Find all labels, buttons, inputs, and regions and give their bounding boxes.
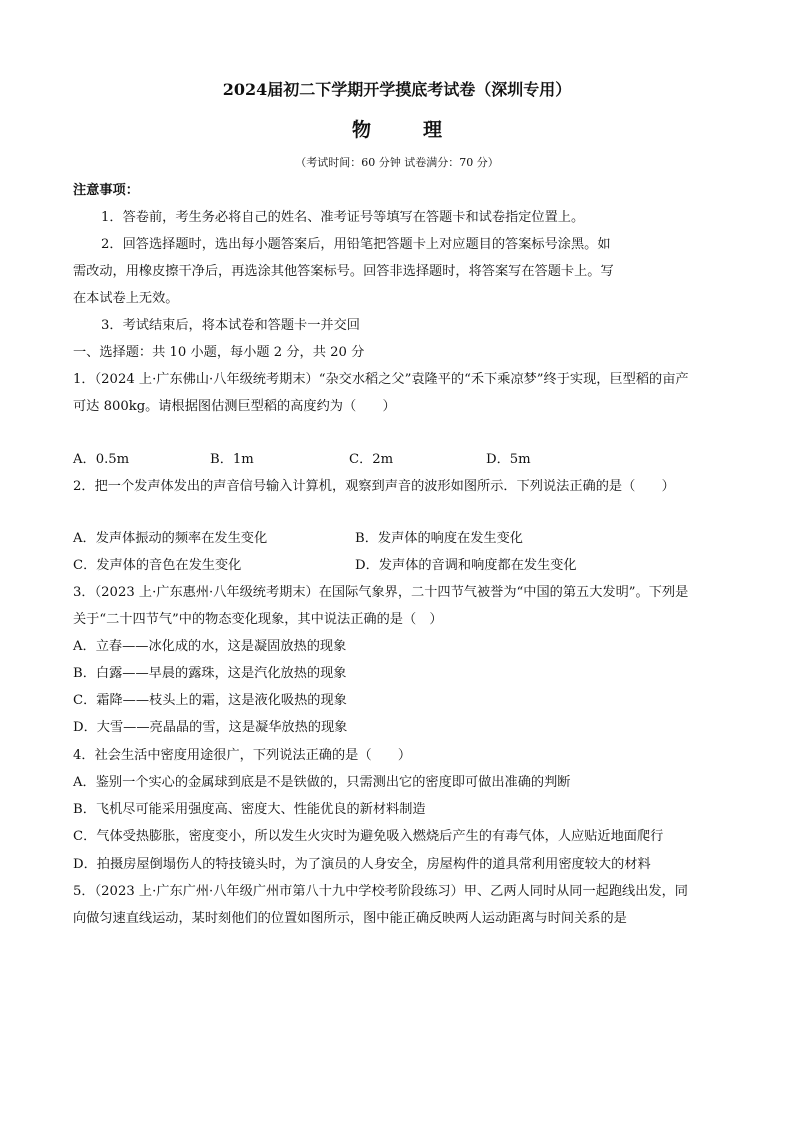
- exam-title: 2024届初二下学期开学摸底考试卷（深圳专用）: [222, 80, 572, 99]
- question-5-line-2: 向做匀速直线运动，某时刻他们的位置如图所示，图中能正确反映两人运动距离与时间关系的是: [73, 911, 627, 926]
- option-d: D．拍摄房屋倒塌伤人的特技镜头时，为了演员的人身安全，房屋构件的道具常利用密度较大的材料: [73, 857, 651, 872]
- section-heading: 一、选择题：共 10 小题，每小题 2 分，共 20 分: [73, 345, 365, 360]
- option-b: B．发声体的响度在发生变化: [355, 531, 523, 546]
- option-b: B．飞机尽可能采用强度高、密度大、性能优良的新材料制造: [73, 802, 426, 817]
- option-b: B．1m: [210, 452, 254, 467]
- question-3-line-1: 3．（2023 上·广东惠州·八年级统考期末）在国际气象界，二十四节气被誉为“中国的第五大发明”。下列是: [73, 585, 689, 600]
- option-a: A．0.5m: [73, 452, 130, 467]
- note-item-3: 3．考试结束后，将本试卷和答题卡一并交回: [101, 318, 360, 333]
- question-2-line-1: 2．把一个发声体发出的声音信号输入计算机，观察到声音的波形如图所示．下列说法正确的是（ ）: [73, 479, 675, 494]
- option-c: C．发声体的音色在发生变化: [73, 558, 242, 573]
- note-item-2: 2．回答选择题时，选出每小题答案后，用铅笔把答题卡上对应题目的答案标号涂黑。如: [101, 237, 611, 252]
- question-4-line-1: 4．社会生活中密度用途很广，下列说法正确的是（ ）: [73, 748, 412, 763]
- notes-heading: 注意事项：: [73, 183, 139, 198]
- option-c: C．霜降——枝头上的霜，这是液化吸热的现象: [73, 693, 347, 708]
- question-5-line-1: 5．（2023 上·广东广州·八年级广州市第八十九中学校考阶段练习）甲、乙两人同时从同一起跑线出发，同: [73, 884, 688, 899]
- option-b: B．白露——早晨的露珠，这是汽化放热的现象: [73, 666, 347, 681]
- option-a: A．立春——冰化成的水，这是凝固放热的现象: [73, 639, 347, 654]
- option-a: A．发声体振动的频率在发生变化: [73, 531, 268, 546]
- exam-info: （考试时间：60 分钟 试卷满分：70 分）: [295, 156, 499, 169]
- option-c: C．2m: [349, 452, 394, 467]
- subject-char-2: 理: [423, 119, 443, 141]
- note-item-2-cont: 需改动，用橡皮擦干净后，再选涂其他答案标号。回答非选择题时，将答案写在答题卡上。写: [73, 264, 614, 279]
- option-c: C．气体受热膨胀，密度变小，所以发生火灾时为避免吸入燃烧后产生的有毒气体，人应贴近地面爬行: [73, 829, 664, 844]
- option-d: D．大雪——亮晶晶的雪，这是凝华放热的现象: [73, 720, 348, 735]
- question-3-line-2: 关于“二十四节气”中的物态变化现象，其中说法正确的是（ ）: [73, 612, 443, 627]
- question-1-line-1: 1．（2024 上·广东佛山·八年级统考期末）“杂交水稻之父”袁隆平的“禾下乘凉梦”终于实现，巨型稻的亩产: [73, 372, 689, 387]
- option-d: D．发声体的音调和响度都在发生变化: [355, 558, 577, 573]
- subject-char-1: 物: [351, 119, 371, 141]
- question-1-line-2: 可达 800kg。请根据图估测巨型稻的高度约为（ ）: [73, 399, 396, 414]
- option-a: A．鉴别一个实心的金属球到底是不是铁做的，只需测出它的密度即可做出准确的判断: [73, 775, 571, 790]
- note-item-2-cont2: 在本试卷上无效。: [73, 291, 179, 306]
- option-d: D．5m: [486, 452, 531, 467]
- note-item-1: 1．答卷前，考生务必将自己的姓名、准考证号等填写在答题卡和试卷指定位置上。: [101, 210, 585, 225]
- subject-title: [0, 115, 794, 142]
